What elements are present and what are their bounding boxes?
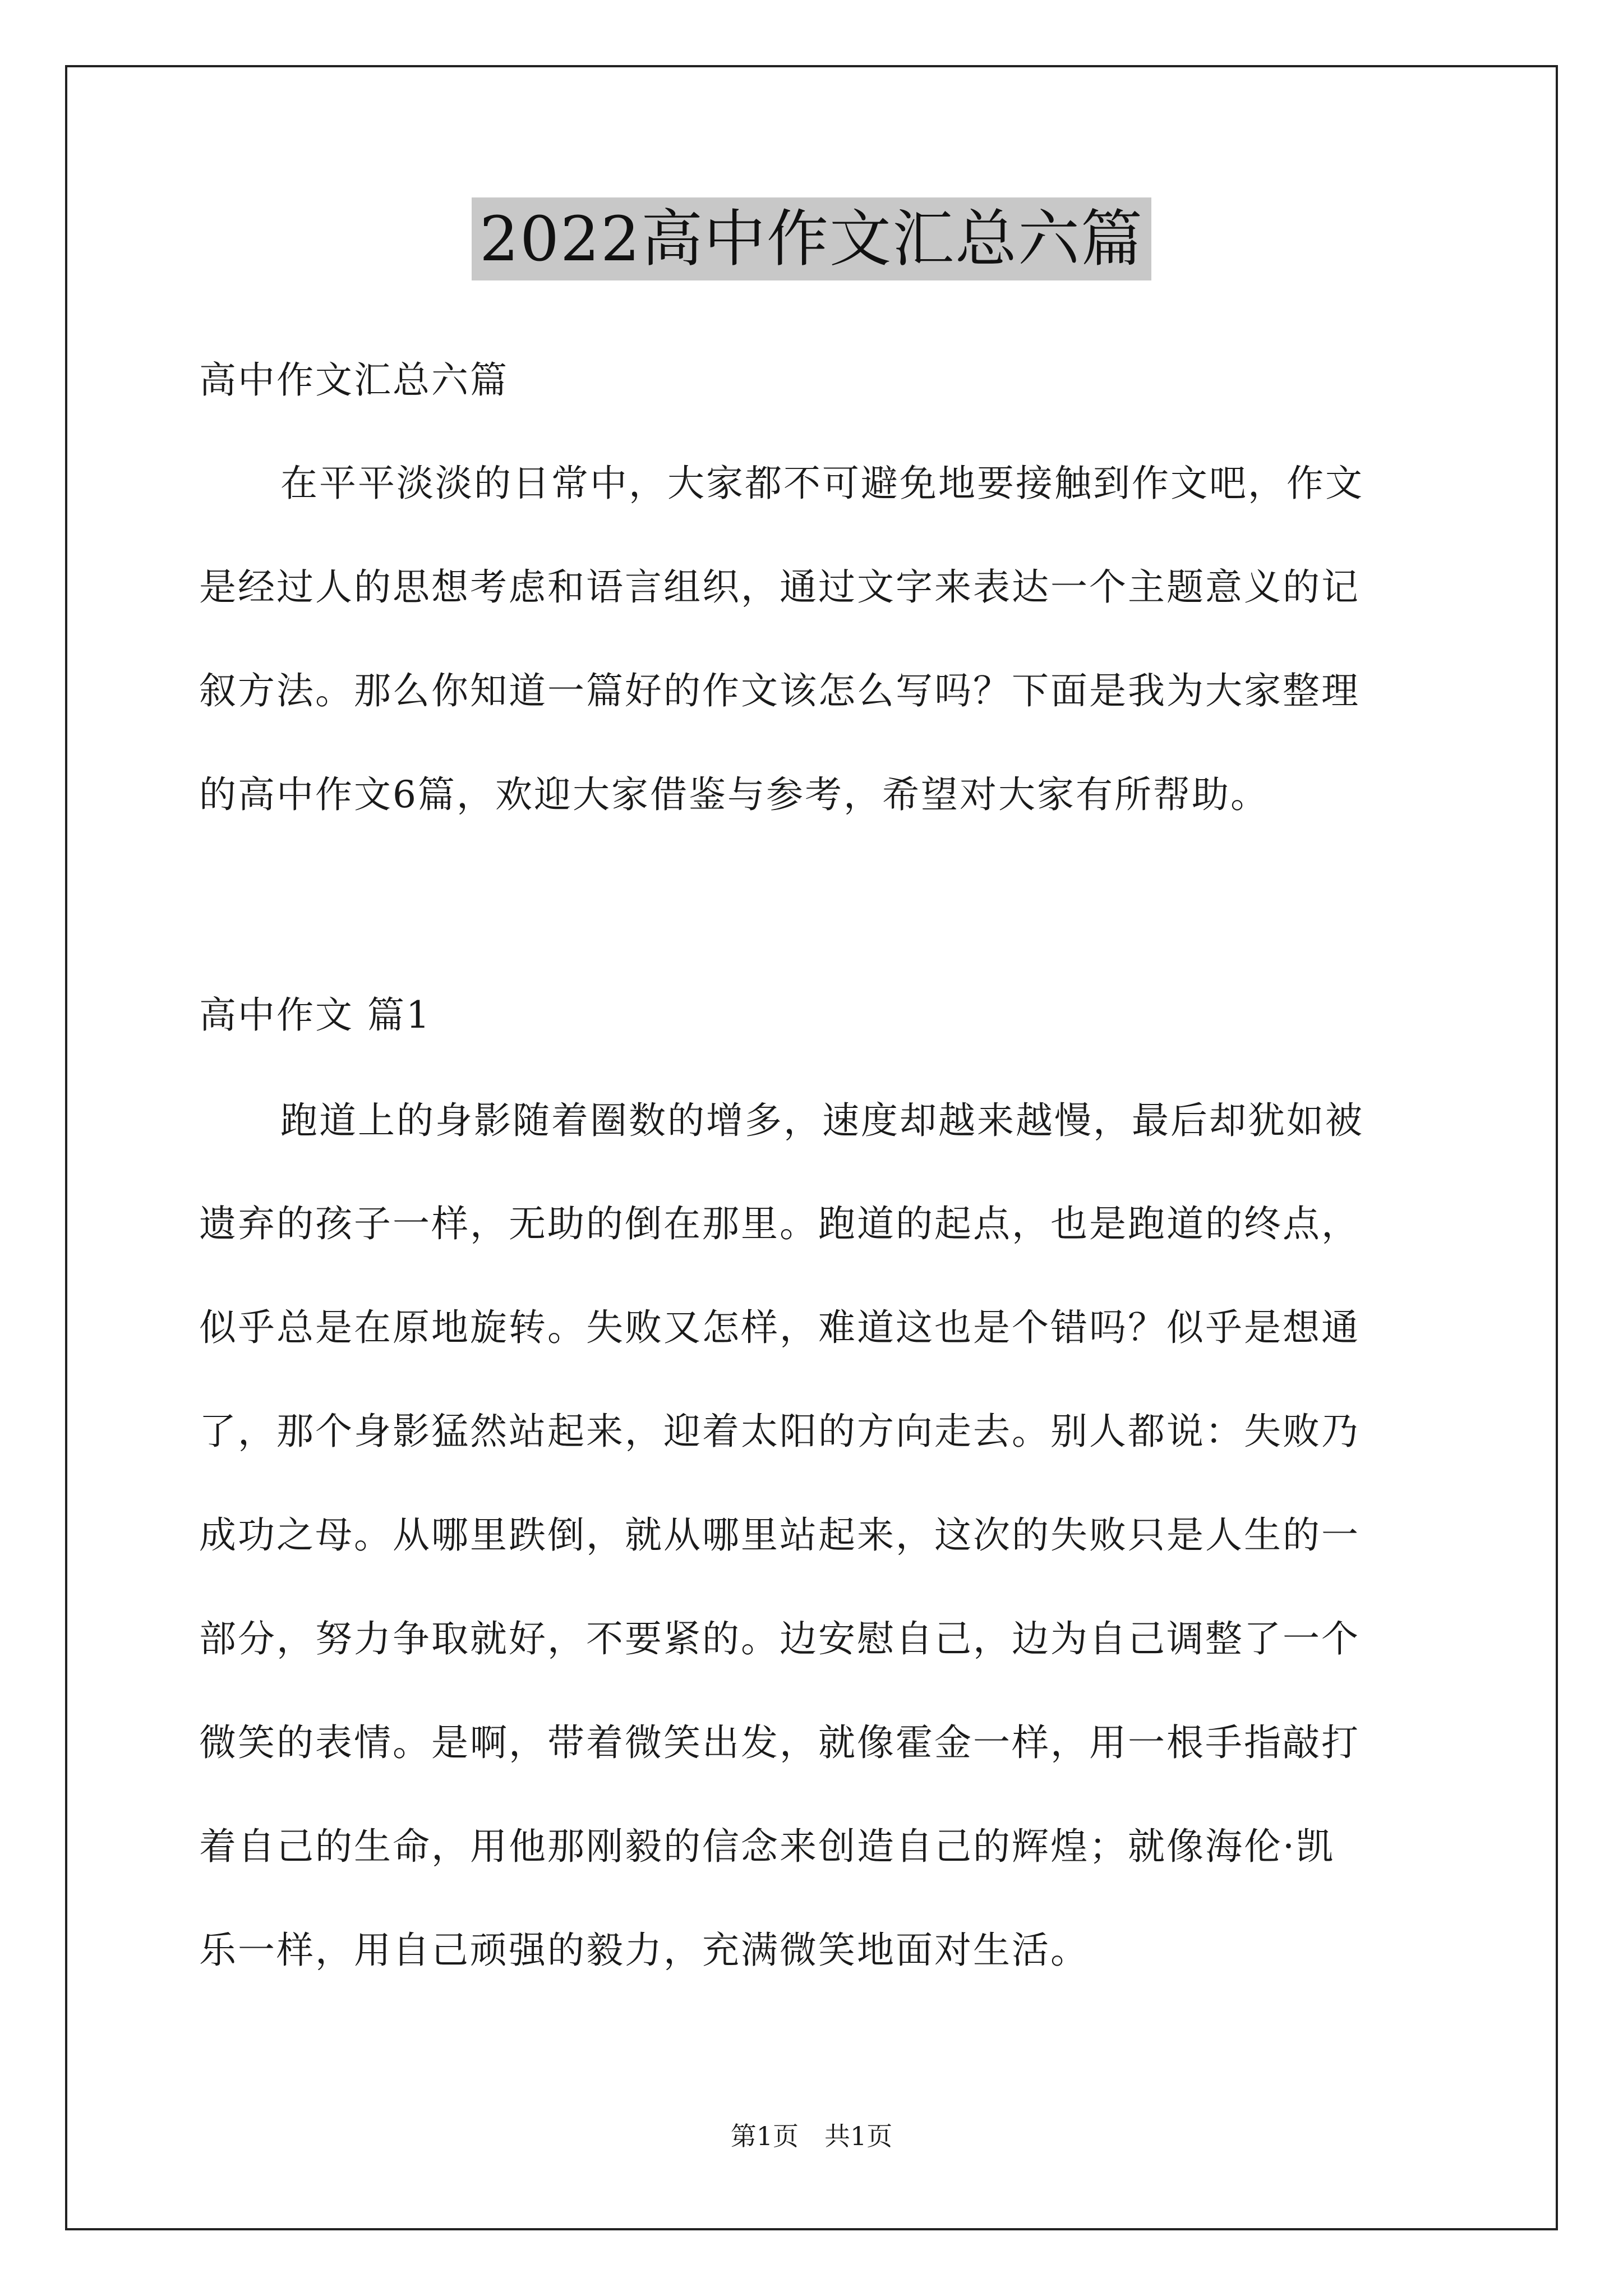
subtitle: 高中作文汇总六篇 — [199, 358, 509, 402]
page-footer: 第1页 共1页 — [730, 2121, 893, 2151]
intro-line-4: 的高中作文6篇，欢迎大家借鉴与参考，希望对大家有所帮助。 — [199, 773, 1269, 816]
section1-heading: 高中作文 篇1 — [199, 993, 431, 1037]
section1-line-2: 遗弃的孩子一样，无助的倒在那里。跑道的起点，也是跑道的终点， — [199, 1202, 1360, 1245]
title-container — [0, 197, 1623, 280]
intro-line-2: 是经过人的思想考虑和语言组织，通过文字来表达一个主题意义的记 — [199, 565, 1360, 609]
section1-line-1: 跑道上的身影随着圈数的增多，速度却越来越慢，最后却犹如被 — [280, 1099, 1364, 1142]
section1-line-7: 微笑的表情。是啊，带着微笑出发，就像霍金一样，用一根手指敲打 — [199, 1721, 1360, 1764]
section1-line-5: 成功之母。从哪里跌倒，就从哪里站起来，这次的失败只是人生的一 — [199, 1513, 1360, 1557]
section1-line-3: 似乎总是在原地旋转。失败又怎样，难道这也是个错吗？似乎是想通 — [199, 1306, 1360, 1349]
intro-line-3: 叙方法。那么你知道一篇好的作文该怎么写吗？下面是我为大家整理 — [199, 669, 1360, 712]
document-title: 2022高中作文汇总六篇 — [472, 197, 1151, 280]
section1-line-6: 部分，努力争取就好，不要紧的。边安慰自己，边为自己调整了一个 — [199, 1617, 1360, 1660]
section1-line-9: 乐一样，用自己顽强的毅力，充满微笑地面对生活。 — [199, 1929, 1089, 1972]
intro-line-1: 在平平淡淡的日常中，大家都不可避免地要接触到作文吧，作文 — [280, 462, 1364, 505]
section1-line-4: 了，那个身影猛然站起来，迎着太阳的方向走去。别人都说：失败乃 — [199, 1410, 1360, 1453]
section1-line-8: 着自己的生命，用他那刚毅的信念来创造自己的辉煌；就像海伦·凯 — [199, 1825, 1335, 1868]
